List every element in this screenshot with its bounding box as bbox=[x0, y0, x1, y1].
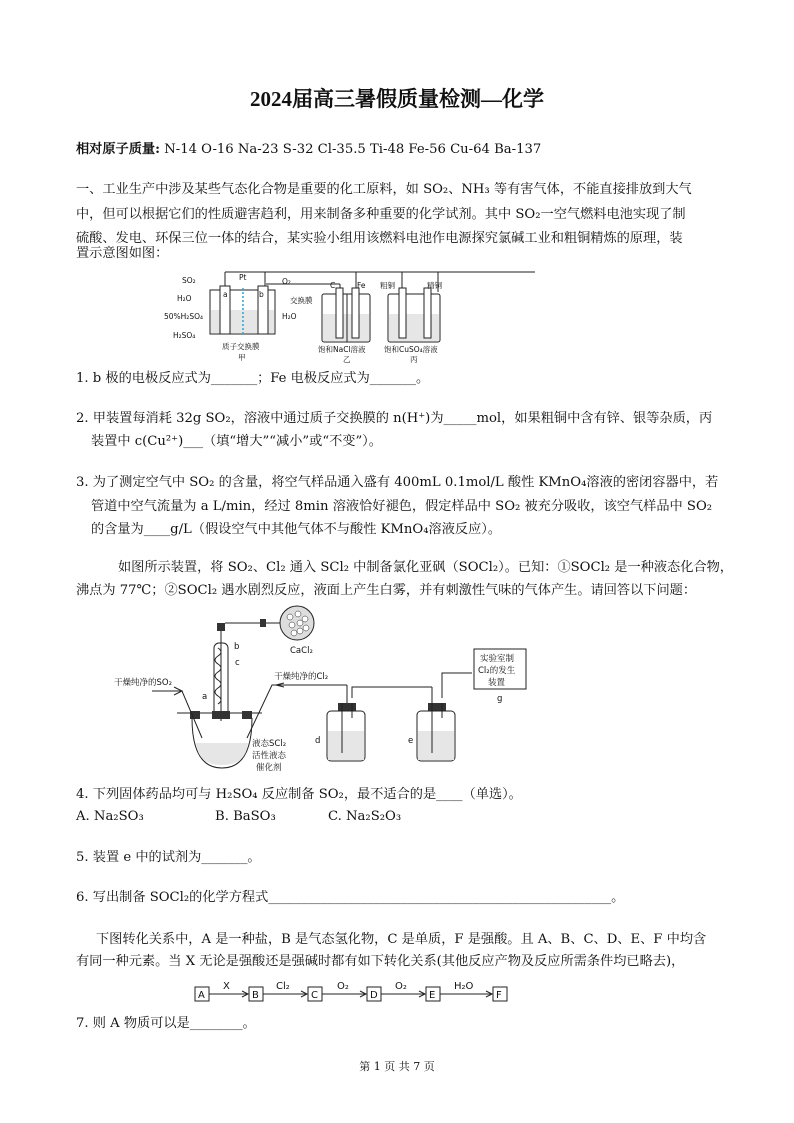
question-7: 7. 则 A 物质可以是________。 bbox=[76, 1016, 256, 1031]
section3-line1: 下图转化关系中，A 是一种盐，B 是气态氢化物，C 是单质，F 是强酸。且 A、B、C、D、E、F 中均含 bbox=[96, 932, 707, 947]
fig1-pt: Pt bbox=[239, 273, 247, 282]
chain-arrow-o2-1: O₂ bbox=[337, 981, 349, 992]
fig2-cacl2: CaCl₂ bbox=[290, 646, 313, 656]
electrochemistry-figure bbox=[164, 264, 460, 372]
fig2-gen-2: Cl₂的发生 bbox=[478, 666, 516, 676]
question-3-line1: 3. 为了测定空气中 SO₂ 的含量，将空气样品通入盛有 400mL 0.1mol/L 酸性 KMnO₄溶液的密闭容器中，若 bbox=[76, 475, 719, 490]
fig2-liquid-2: 活性液态 bbox=[252, 751, 287, 761]
fig1-cuso4: 饱和CuSO₄溶液 bbox=[384, 345, 438, 354]
fig2-gen-1: 实验室制 bbox=[480, 654, 515, 664]
chain-arrow-x: X bbox=[223, 981, 230, 992]
section1-line2: 中，但可以根据它们的性质避害趋利，用来制备多种重要的化学试剂。其中 SO₂一空气燃料电池实现了制 bbox=[76, 207, 686, 222]
question-4: 4. 下列固体药品均可与 H₂SO₄ 反应制备 SO₂，最不适合的是____（单选）。 bbox=[76, 787, 522, 802]
chain-box-b: B bbox=[252, 990, 259, 1001]
fig1-a: a bbox=[223, 290, 228, 299]
fig2-g: g bbox=[497, 694, 503, 704]
fig2-liquid-1: 液态SCl₂ bbox=[252, 739, 287, 749]
chain-box-a: A bbox=[198, 990, 205, 1001]
atomic-mass-line bbox=[76, 139, 541, 161]
fig1-fe: Fe bbox=[357, 281, 366, 290]
section1-line3: 硫酸、发电、环保三位一体的结合，某实验小组用该燃料电池作电源探究氯碱工业和粗铜精炼的原理，装 bbox=[76, 231, 683, 246]
conversion-chain bbox=[190, 976, 520, 1006]
chain-arrow-h2o: H₂O bbox=[454, 981, 474, 992]
chain-box-d: D bbox=[370, 990, 378, 1001]
fig2-e: e bbox=[408, 736, 414, 746]
fig1-h2o-out: H₂O bbox=[282, 312, 297, 321]
chain-box-c: C bbox=[311, 990, 318, 1001]
fig2-cl2: 干燥纯净的Cl₂ bbox=[274, 672, 329, 682]
question-3-line3: 的含量为____g/L（假设空气中其他气体不与酸性 KMnO₄溶液反应）。 bbox=[91, 522, 502, 537]
page-title: 2024届高三暑假质量检测—化学 bbox=[250, 87, 544, 111]
fig1-membrane: 质子交换膜 bbox=[222, 342, 260, 351]
section3-line2: 有同一种元素。当 X 无论是强酸还是强碱时都有如下转化关系(其他反应产物及反应所需条件均已略去)， bbox=[76, 954, 685, 969]
fig2-b: b bbox=[234, 642, 240, 652]
fig1-bing: 丙 bbox=[410, 355, 418, 364]
atomic-mass-values: N-14 O-16 Na-23 S-32 Cl-35.5 Ti-48 Fe-56 Cu-64 Ba-137 bbox=[164, 142, 542, 157]
fig1-crude: 粗铜 bbox=[380, 281, 395, 290]
section1-line4: 置示意图如图： bbox=[76, 246, 169, 261]
section2-line1: 如图所示装置，将 SO₂、Cl₂ 通入 SCl₂ 中制备氯化亚砜（SOCl₂）。已知：①SOCl₂ 是一种液态化合物， bbox=[118, 560, 733, 575]
question-2-line2: 装置中 c(Cu²⁺)___（填“增大”“减小”或“不变”）。 bbox=[91, 434, 382, 449]
chain-arrow-cl2: Cl₂ bbox=[276, 981, 290, 992]
question-5: 5. 装置 e 中的试剂为_______。 bbox=[76, 850, 261, 865]
fig1-jia: 甲 bbox=[238, 353, 246, 362]
fig2-a: a bbox=[202, 692, 208, 702]
question-4-option-c: C. Na₂S₂O₃ bbox=[328, 809, 402, 824]
fig1-exchange: 交换膜 bbox=[290, 296, 313, 305]
question-1: 1. b 极的电极反应式为_______；Fe 电极反应式为_______。 bbox=[76, 371, 430, 386]
chain-box-f: F bbox=[496, 990, 502, 1001]
fig2-liquid-3: 催化剂 bbox=[256, 763, 282, 773]
question-4-option-b: B. BaSO₃ bbox=[215, 809, 276, 824]
question-2-line1: 2. 甲装置每消耗 32g SO₂，溶液中通过质子交换膜的 n(H⁺)为_____mol，如果粗铜中含有锌、银等杂质，丙 bbox=[76, 411, 713, 426]
chain-box-e: E bbox=[429, 990, 436, 1001]
fig1-o2: O₂ bbox=[282, 277, 291, 286]
atomic-mass-label: 相对原子质量: bbox=[76, 142, 160, 157]
fig1-b: b bbox=[259, 290, 264, 299]
fig1-h2o-in: H₂O bbox=[177, 294, 192, 303]
fig1-nacl: 饱和NaCl溶液 bbox=[318, 345, 366, 354]
page-footer: 第 1 页 共 7 页 bbox=[359, 1060, 435, 1073]
question-4-option-a: A. Na₂SO₃ bbox=[76, 809, 144, 824]
socl2-apparatus-figure bbox=[112, 603, 532, 786]
question-3-line2: 管道中空气流量为 a L/min，经过 8min 溶液恰好褪色，假定样品中 SO₂ 被充分吸收，该空气样品中 SO₂ bbox=[91, 499, 713, 514]
fig1-so2: SO₂ bbox=[182, 276, 196, 285]
section2-line2: 沸点为 77℃；②SOCl₂ 遇水剧烈反应，液面上产生白雾，并有刺激性气味的气体产生。请回答以下问题： bbox=[76, 583, 697, 598]
question-6: 6. 写出制备 SOCl₂的化学方程式____________________________________________________。 bbox=[76, 890, 625, 905]
fig1-h2so4-out: H₂SO₄ bbox=[173, 331, 196, 340]
section1-line1: 一、工业生产中涉及某些气态化合物是重要的化工原料，如 SO₂、NH₃ 等有害气体，不能直接排放到大气 bbox=[76, 182, 692, 197]
fig1-pure: 精铜 bbox=[427, 281, 442, 290]
fig1-h2so4-50: 50%H₂SO₄ bbox=[164, 312, 203, 321]
fig2-d: d bbox=[315, 736, 321, 746]
fig2-so2: 干燥纯净的SO₂ bbox=[114, 678, 172, 688]
chain-arrow-o2-2: O₂ bbox=[395, 981, 407, 992]
fig2-c: c bbox=[235, 658, 240, 668]
fig2-gen-3: 装置 bbox=[488, 678, 506, 688]
fig1-yi: 乙 bbox=[343, 355, 351, 364]
fig1-c: C bbox=[330, 281, 336, 290]
